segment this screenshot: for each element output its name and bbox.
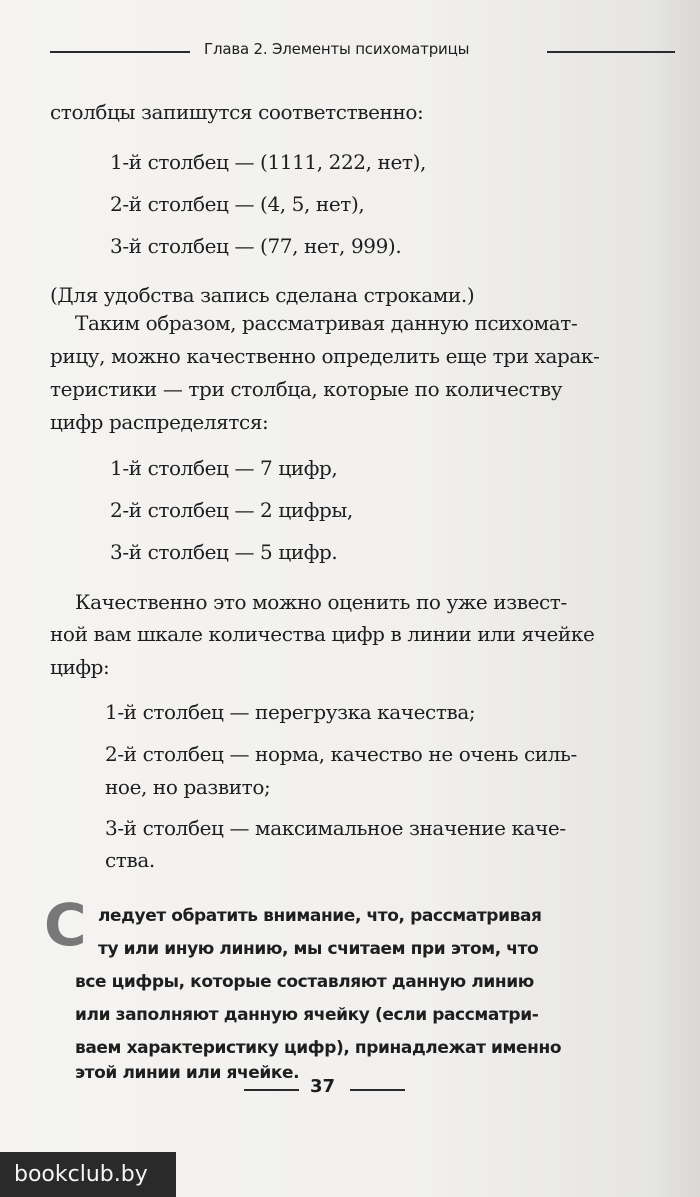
body-line: Таким образом, рассматривая данную психомат- bbox=[75, 311, 578, 335]
drop-cap: С bbox=[44, 891, 87, 959]
body-line: столбцы запишутся соответственно: bbox=[50, 100, 424, 124]
body-line: теристики — три столбца, которые по количеству bbox=[50, 377, 563, 401]
callout-line: ваем характеристику цифр), принадлежат именно bbox=[75, 1038, 562, 1058]
list-item: 1-й столбец — 7 цифр, bbox=[110, 456, 338, 480]
list-item: ное, но развито; bbox=[105, 775, 271, 799]
footer-rule-right bbox=[350, 1089, 405, 1091]
page-number-footer bbox=[244, 1076, 414, 1104]
body-line: цифр распределятся: bbox=[50, 410, 269, 434]
footer-rule-left bbox=[244, 1089, 299, 1091]
body-line: ной вам шкале количества цифр в линии или ячейке bbox=[50, 622, 595, 646]
list-item: 3-й столбец — 5 цифр. bbox=[110, 540, 338, 564]
callout-line: все цифры, которые составляют данную линию bbox=[75, 972, 534, 992]
list-item: 1-й столбец — перегрузка качества; bbox=[105, 700, 476, 724]
callout-line: ледует обратить внимание, что, рассматривая bbox=[98, 906, 542, 926]
header-rule-right bbox=[547, 51, 675, 53]
watermark-label: bookclub.by bbox=[0, 1152, 176, 1197]
list-item: 3-й столбец — максимальное значение каче- bbox=[105, 816, 566, 840]
note-line: (Для удобства запись сделана строками.) bbox=[50, 283, 475, 307]
list-item: ства. bbox=[105, 848, 155, 872]
list-item: 2-й столбец — норма, качество не очень силь- bbox=[105, 742, 577, 766]
callout-line: этой линии или ячейке. bbox=[75, 1063, 300, 1083]
header-rule-left bbox=[50, 51, 190, 53]
list-item: 3-й столбец — (77, нет, 999). bbox=[110, 234, 402, 258]
page-number: 37 bbox=[310, 1076, 336, 1097]
callout-line: или заполняют данную ячейку (если рассматри- bbox=[75, 1005, 539, 1025]
list-item: 2-й столбец — 2 цифры, bbox=[110, 498, 353, 522]
body-line: Качественно это можно оценить по уже извест- bbox=[75, 590, 567, 614]
running-title: Глава 2. Элементы психоматрицы bbox=[204, 40, 470, 58]
list-item: 2-й столбец — (4, 5, нет), bbox=[110, 192, 365, 216]
body-line: рицу, можно качественно определить еще три харак- bbox=[50, 344, 600, 368]
running-header bbox=[50, 38, 630, 64]
list-item: 1-й столбец — (1111, 222, нет), bbox=[110, 150, 426, 174]
body-line: цифр: bbox=[50, 655, 110, 679]
callout-line: ту или иную линию, мы считаем при этом, что bbox=[98, 939, 539, 959]
